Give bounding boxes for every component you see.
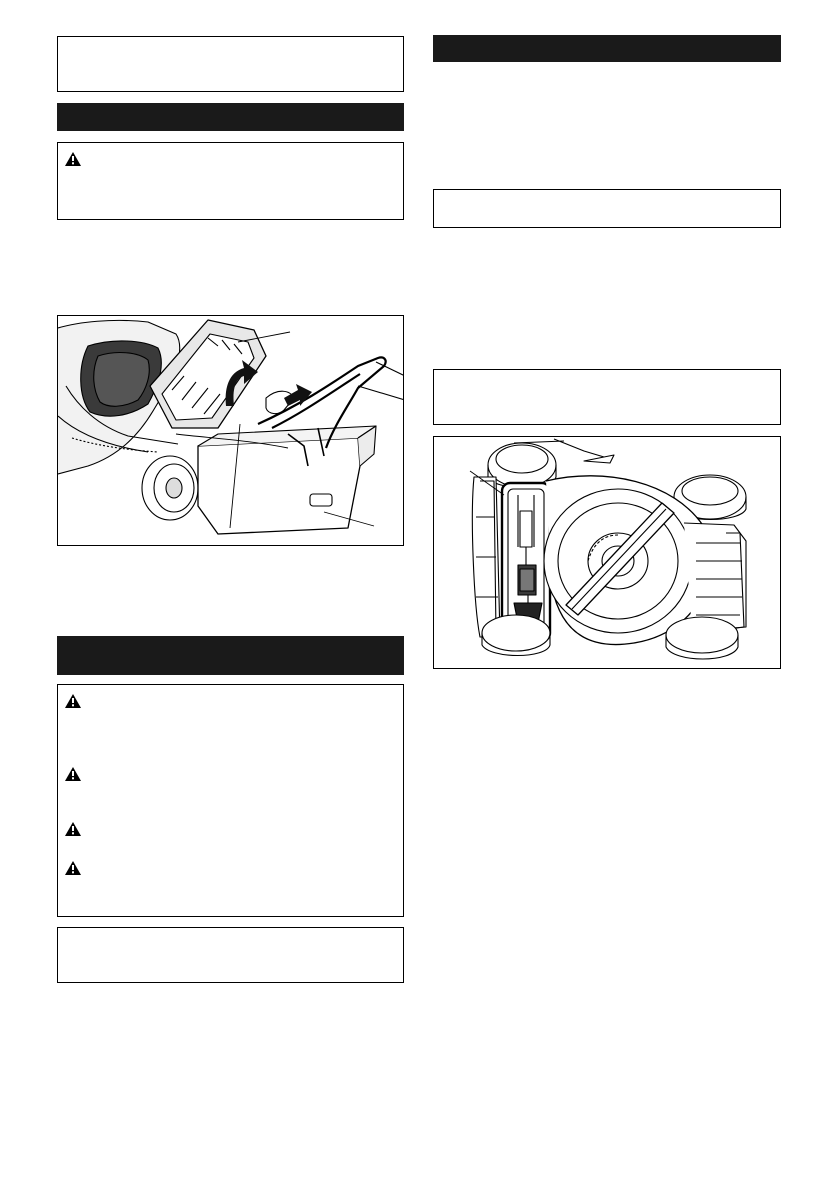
figure-grass-bag — [57, 315, 404, 546]
grass-bag-illustration — [58, 316, 404, 546]
warning-box — [57, 684, 404, 917]
section-header-bar-2 — [57, 636, 404, 675]
warning-triangle-icon — [64, 151, 82, 167]
warning-triangle-icon — [64, 766, 82, 782]
warning-triangle-icon — [64, 821, 82, 837]
mower-underside-illustration — [434, 437, 781, 669]
caution-box — [57, 142, 404, 220]
note-box-bottom — [57, 927, 404, 983]
section-header-bar-1 — [57, 103, 404, 131]
figure-mower-underside — [433, 436, 781, 669]
warning-triangle-icon — [64, 693, 82, 709]
note-box-right-2 — [433, 369, 781, 425]
section-header-bar-right — [433, 35, 781, 62]
note-box-right-1 — [433, 189, 781, 228]
warning-triangle-icon — [64, 860, 82, 876]
note-box-top — [57, 36, 404, 92]
